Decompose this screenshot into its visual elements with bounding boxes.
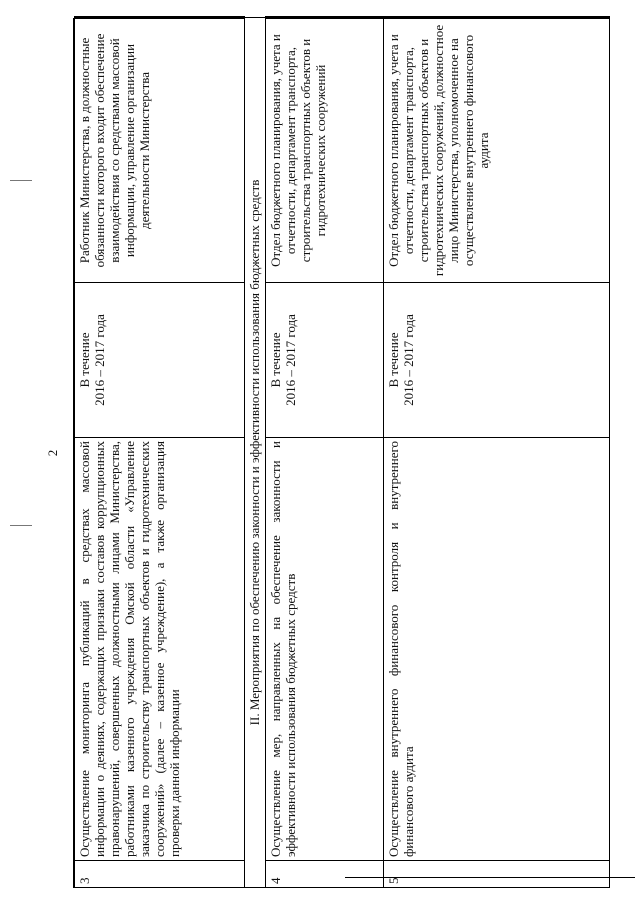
bottom-rule <box>345 877 635 878</box>
measure-text: Осуществление внутреннего финансового контроля и внутреннего финансового аудита <box>384 438 610 861</box>
measures-table <box>74 16 610 888</box>
rotated-page <box>35 18 605 888</box>
table-row <box>75 18 245 888</box>
row-number: 3 <box>75 861 245 888</box>
term-line: 2016 – 2017 года <box>283 314 298 406</box>
term-line: 2016 – 2017 года <box>92 314 107 406</box>
term-line: В течение <box>268 332 283 388</box>
table-row <box>384 18 610 888</box>
responsible-text: Отдел бюджетного планирования, учета и отчетности, департамент транспорта, строительства транспортных объектов и гидротехнических сооружений <box>266 18 384 283</box>
measure-text: Осуществление мер, направленных на обеспечение законности и эффективности использования бюджетных средств <box>266 438 384 861</box>
term-cell <box>384 283 610 438</box>
row-number: 4 <box>266 861 384 888</box>
term-line: В течение <box>77 332 92 388</box>
section-heading: II. Мероприятия по обеспечению законности и эффективности использования бюджетных средств <box>245 18 266 888</box>
table-row <box>266 18 384 888</box>
term-cell <box>75 283 245 438</box>
margin-mark <box>10 525 32 526</box>
responsible-text: Работник Министерства, в должностные обязанности которого входит обеспечение взаимодействия со средствами массовой информации, управление организации деятельности Министерства <box>75 18 245 283</box>
term-cell <box>266 283 384 438</box>
term-line: 2016 – 2017 года <box>401 314 416 406</box>
margin-mark <box>10 180 32 181</box>
row-number: 5 <box>384 861 610 888</box>
responsible-text: Отдел бюджетного планирования, учета и отчетности, департамент транспорта, строительства транспортных объектов и гидротехнических сооружений, должностное лицо Министерства, уполномоченное на осуществление внутреннего финансового аудита <box>384 18 610 283</box>
section-row <box>245 18 266 888</box>
page-number: 2 <box>45 449 60 457</box>
term-line: В течение <box>386 332 401 388</box>
measure-text: Осуществление мониторинга публикаций в средствах массовой информации о деяниях, содержащих признаки составов коррупционных правонарушений, совершенных должностными лицами Министерства, работниками казенного учреждения Омской области «Управление заказчика по строительству транспортных объектов и гидротехнических сооружений» (далее – казенное учреждение), а также организация проверки данной информации <box>75 438 245 861</box>
